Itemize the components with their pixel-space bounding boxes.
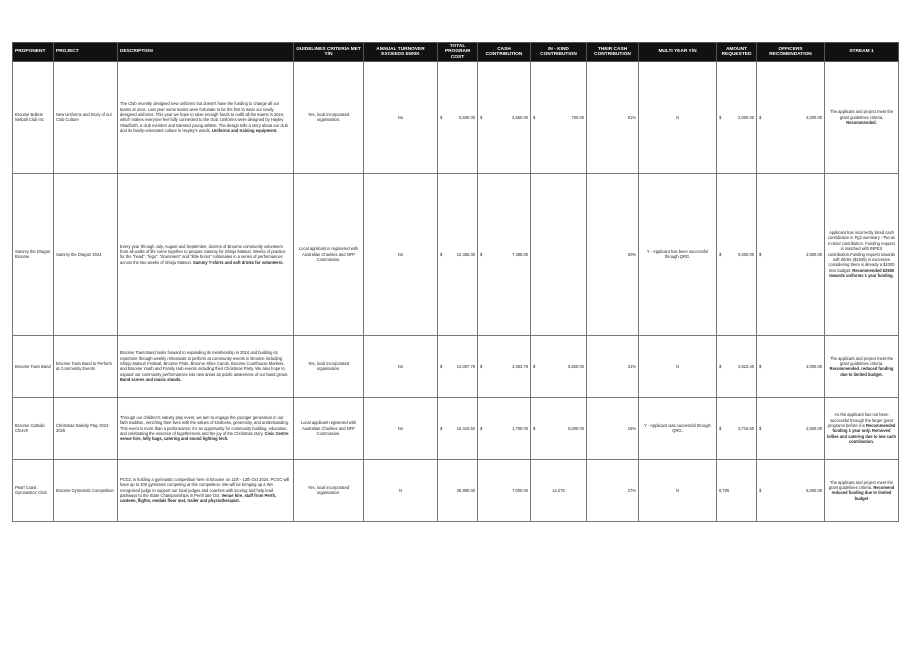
table-row [13,61,899,173]
cash-cell [478,335,531,397]
description-text: Broome Town Band looks forward to expanding its membership in 2024 and building its repertoire through weekly rehearsals to perform at community events in Broome including Shinju Matsuri Festival, Broome Pride, Broome Shire Carols, Broome Courthouse Markets, and Broome Youth and Family Hub events including their Christmas Party. We also hope to expand our community performances into new areas as public awareness of our band grows. [120,350,289,377]
inkind-cell [531,335,587,397]
currency-sign: $ [440,363,443,369]
total-cost-cell [438,173,478,335]
col-inkind: IN - KIND CONTRIBUTION [531,43,587,62]
col-cash: CASH CONTRIBUTION [478,43,531,62]
stream-recommendation: Recommended. reduced funding due to limited budget. [829,366,894,377]
description-text: The Club recently designed new uniforms but doesn't have the funding to change all our teams at once. Last year some teams were fortunate to be the first to wear our newly designed uniforms. This year we hope to raise enough funds to outfit all the teams in 2024, which makes everyone feel fully connected to the club. Uniforms were designed by Hayley Shadforth, a club member and talented young athlete. The design tells a story about our club and its family-orientated culture in Hayley's words. [120,101,288,134]
proponent-cell: Pearl Coast Gymnastics' Club [13,459,54,521]
description-items: Band scores and music stands. [120,377,182,383]
currency-sign: $ [440,251,443,257]
currency-sign: $ [759,487,762,493]
multi-year-cell: N [639,335,717,397]
currency-sign: $ [719,363,722,369]
multi-year-cell: Y - Applicant was successful through QRG. [639,397,717,459]
total-cost-cell [438,61,478,173]
amount-cell [717,335,757,397]
amount-cell [717,173,757,335]
cash-value: 4,363.78 [512,363,528,369]
currency-sign: $ [533,114,536,120]
inkind-cell [531,173,587,335]
cash-value: 7,485.00 [512,251,528,257]
col-description: DESCRIPTION [118,43,294,62]
currency-sign: $ [533,363,536,369]
inkind-value: 5,820.00 [568,363,584,369]
description-cell [118,397,294,459]
table-row [13,335,899,397]
description-items: Civic Centre venue hire, lolly bags, catering and sound lighting tech. [120,430,289,442]
guidelines-cell: Yes, local incorporated organisation. [294,459,364,521]
project-cell: Christmas Nativity Play 2024-2026 [54,397,118,459]
amount-cell [717,61,757,173]
description-text: Through our children's nativity play event, we aim to engage the younger generation in our faith tradition, enriching their lives with the values of kindness, generosity, and understanding. This event is more than a performance; it's an opportunity for community building, education, and celebrating the essence of togetherness and the joy of the Christmas story. [120,414,290,436]
stream-recommendation: Recommended. [846,119,877,125]
project-cell: New Uniforms and Story of our Club Culture [54,61,118,173]
stream-text: Applicant has incorrectly listed cash contribution in Pg2 summary - Put as In-kind contribution. Funding request is matched with INPEX contribution.Funding request towards soft drinks ($1535) is excessive considering there is already a $1000 mss budget. [827,230,896,273]
guidelines-cell: Local applicant registered with Australian Charities and NFP Commission. [294,397,364,459]
amount-value: 3,716.50 [738,425,754,431]
description-text: Every year through July, August and September, dozens of Broome community volunteers from all walks of life come together to prepare Sammy for Shinju Matsuri. Weeks of practice for the "head", "legs", "drummers" and "little boms" culminates in a series of performances across the two weeks of Shinju Matsuri. [120,243,286,265]
stream-text: The applicant and project meet the grant guidelines criteria. [828,479,894,490]
officers-value: 2,500.00 [806,425,822,431]
description-items: Sammy T-shirts and soft drinks for volunteers. [193,259,284,265]
proponent-cell: Broome Town Band [13,335,54,397]
stream-cell [825,61,899,173]
project-cell: Broome Town Band to Perform at Community Events [54,335,118,397]
officers-cell [757,335,825,397]
currency-sign: $ [480,114,483,120]
guidelines-cell: Yes, local incorporated organisation. [294,335,364,397]
officers-cell [757,173,825,335]
currency-sign: $ [480,251,483,257]
multi-year-cell: Y - Applicant has been successful through QRG. [639,173,717,335]
col-stream: STREAM 1 [825,43,899,62]
multi-year-cell: N [639,459,717,521]
total-cost-cell [438,335,478,397]
col-project: PROJECT [54,43,118,62]
turnover-cell: No [364,61,438,173]
stream-cell [825,173,899,335]
currency-sign: $ [480,425,483,431]
amount-value: 3,823.40 [738,363,754,369]
col-total-cost: TOTAL PROGRAM COST [438,43,478,62]
cash-cell [478,61,531,173]
currency-sign: $ [759,251,762,257]
currency-sign: $ [533,425,536,431]
stream-text: The applicant and project meet the grant guidelines criteria. [829,355,894,366]
officers-value: 2,500.00 [806,251,822,257]
col-their-cash: THEIR CASH CONTRIBUTION [587,43,639,62]
stream-text: The applicant and project meet the grant guidelines criteria. [829,109,894,120]
currency-sign: $ [719,425,722,431]
stream-text: As the applicant has not been successful through the larger grant programs before it is [827,412,894,428]
turnover-cell: No [364,173,438,335]
description-cell [118,61,294,173]
stream-cell [825,335,899,397]
total-cost-cell: 28,990.00 [438,459,478,521]
currency-sign: $ [759,114,762,120]
col-amount: AMOUNT REQUESTED [717,43,757,62]
stream-recommendation: Recommended funding 1 year only. Removed lollies and catering due to low cash contribution. [827,422,896,445]
officers-cell [757,459,825,521]
col-turnover: ANNUAL TURNOVER EXCEEDS $500K [364,43,438,62]
proponent-cell: Broome Bullets Netball Club Inc [13,61,54,173]
inkind-value: 700.00 [571,114,584,120]
currency-sign: $ [719,251,722,257]
currency-sign: $ [440,425,443,431]
their-cash-cell: 60% [587,173,639,335]
officers-value: 6,000.00 [806,487,822,493]
their-cash-cell: 51% [587,61,639,173]
project-cell: Broome Gymnastic Competition [54,459,118,521]
inkind-value: 5,000.00 [568,425,584,431]
description-cell [118,173,294,335]
total-cost-value: 14,007.78 [456,363,475,369]
inkind-cell [531,397,587,459]
header-row [13,43,899,62]
their-cash-cell: 31% [587,335,639,397]
col-proponent: PROPONENT [13,43,54,62]
proponent-cell: Broome Catholic Church [13,397,54,459]
amount-value: 5,000.00 [738,251,754,257]
multi-year-cell: N [639,61,717,173]
col-multi-year: MULTI YEAR Y/N [639,43,717,62]
table-row [13,459,899,521]
currency-sign: $ [719,114,722,120]
cash-value: 2,650.00 [512,114,528,120]
turnover-cell: No [364,397,438,459]
cash-cell: 7,000.00 [478,459,531,521]
total-cost-value: 12,485.00 [456,251,475,257]
officers-cell [757,397,825,459]
currency-sign: $ [759,363,762,369]
currency-sign: $ [759,425,762,431]
turnover-cell: No [364,335,438,397]
amount-cell: 8,705 [717,459,757,521]
officers-value: 2,000.00 [806,114,822,120]
total-cost-cell [438,397,478,459]
description-cell [118,459,294,521]
description-items: Venue hire, staff from Perth, canteen, flights, medals floor mat, trailer and physiotherapist. [120,492,277,504]
stream-cell [825,397,899,459]
grant-applications-table [12,42,899,522]
currency-sign: $ [440,114,443,120]
table-row [13,173,899,335]
total-cost-value: 5,500.00 [459,114,475,120]
stream-recommendation: Recomend reduced funding due to limited budget [831,484,895,501]
currency-sign: $ [480,363,483,369]
project-cell: Sammy the Dragon 2024 [54,173,118,335]
stream-cell [825,459,899,521]
officers-value: 3,000.00 [806,363,822,369]
amount-cell [717,397,757,459]
cash-value: 1,700.00 [512,425,528,431]
cash-cell [478,173,531,335]
cash-cell [478,397,531,459]
guidelines-cell: Local applicant is registered with Australian Charities and NFP Commission. [294,173,364,335]
officers-cell [757,61,825,173]
stream-recommendation: Recommended $2500 towards uniforms 1 year funding. [829,267,895,279]
col-officers: OFFICERS RECOMENDATION [757,43,825,62]
description-cell [118,335,294,397]
turnover-cell: N [364,459,438,521]
total-cost-value: 10,416.50 [456,425,475,431]
inkind-cell [531,61,587,173]
table-row [13,397,899,459]
guidelines-cell: Yes, local incorporated organisation. [294,61,364,173]
their-cash-cell: 27% [587,459,639,521]
inkind-cell: 12,275 [531,459,587,521]
description-items: Uniforms and training equipment. [212,128,278,134]
proponent-cell: Sammy the Dragon Broome [13,173,54,335]
description-text: PCGC is holding a gymnastic competition here in Broome on 11th - 13th Oct 2024. PCGC will have up to 200 gymnasts competing at this competition. We will be bringing up a WA recognised judge to support our local judges and coaches with scoring and help lead pathways to the State Championships in Perth late Oct. [120,476,290,498]
col-guidelines: GUIDELINES CRITERIA MET Y/N [294,43,364,62]
amount-value: 2,000.00 [738,114,754,120]
their-cash-cell: 16% [587,397,639,459]
